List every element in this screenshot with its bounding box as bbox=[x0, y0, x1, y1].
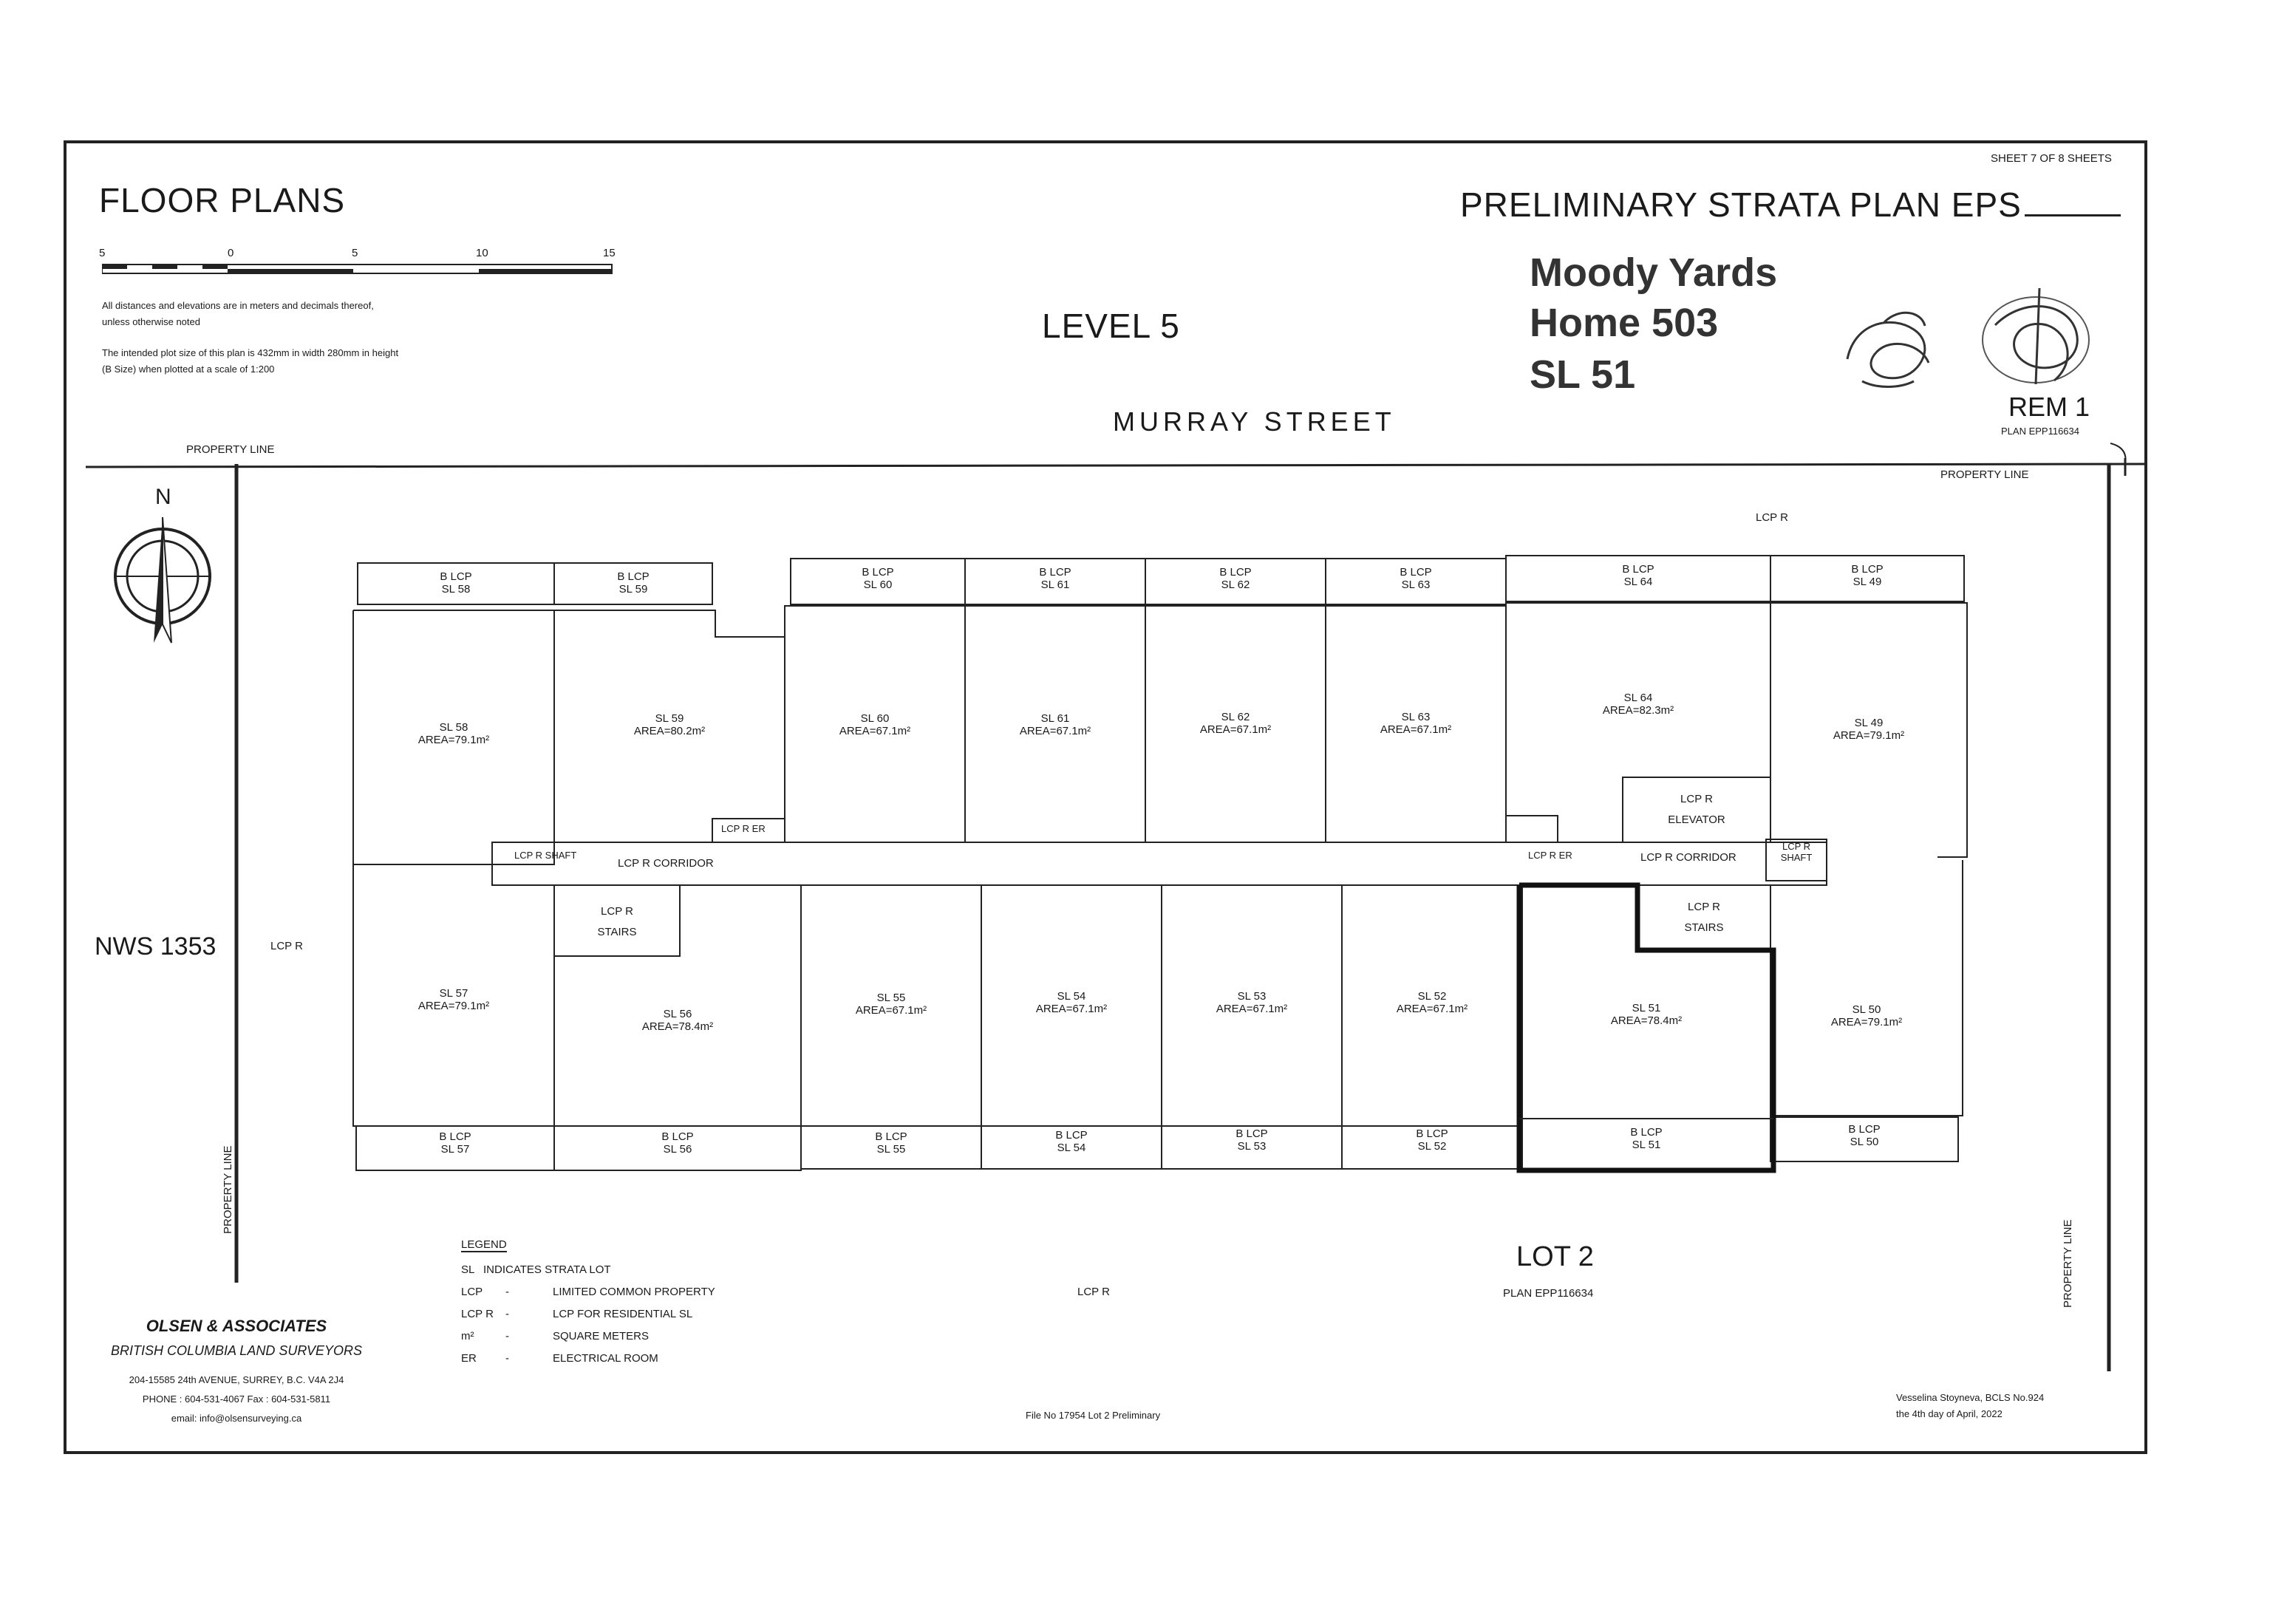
unit-sl61: SL 61 AREA=67.1m² bbox=[1019, 712, 1091, 737]
sheet-number: SHEET 7 OF 8 SHEETS bbox=[1991, 152, 2112, 165]
street-name: MURRAY STREET bbox=[1113, 406, 1396, 437]
unit-sl53: SL 53 AREA=67.1m² bbox=[1216, 990, 1288, 1015]
floor-plans-title: FLOOR PLANS bbox=[99, 181, 346, 219]
unit-sl51: SL 51 AREA=78.4m² bbox=[1610, 1002, 1683, 1027]
top-lcp-63: B LCP SL 63 bbox=[1400, 566, 1432, 591]
scale-label-0: 0 bbox=[228, 247, 234, 259]
unit-sl59: SL 59 AREA=80.2m² bbox=[633, 712, 706, 737]
scale-label-5: 5 bbox=[352, 247, 358, 259]
company-email: email: info@olsensurveying.ca bbox=[171, 1413, 302, 1424]
lot-label: LOT 2 bbox=[1516, 1241, 1594, 1272]
scale-label-neg5: 5 bbox=[99, 247, 106, 259]
lcpr-label-top: LCP R bbox=[1756, 511, 1788, 524]
lcpr-er-left: LCP R ER bbox=[721, 823, 766, 834]
signatory: Vesselina Stoyneva, BCLS No.924 bbox=[1896, 1392, 2045, 1403]
bottom-lcp-55: B LCP SL 55 bbox=[875, 1130, 907, 1156]
legend-item-4: m² - SQUARE METERS bbox=[461, 1330, 650, 1342]
legend-item-2: LCP - LIMITED COMMON PROPERTY bbox=[461, 1286, 715, 1298]
bottom-lcp-51: B LCP SL 51 bbox=[1630, 1126, 1663, 1151]
lcpr-shaft-left: LCP R SHAFT bbox=[514, 850, 577, 861]
unit-sl57: SL 57 AREA=79.1m² bbox=[417, 987, 490, 1012]
plan-title: PRELIMINARY STRATA PLAN EPS bbox=[1460, 185, 2121, 225]
strata-lot-title: SL 51 bbox=[1530, 352, 1636, 397]
legend-item-5: ER - ELECTRICAL ROOM bbox=[461, 1352, 658, 1365]
lcpr-stairs-left: LCP R STAIRS bbox=[597, 905, 637, 938]
top-lcp-49: B LCP SL 49 bbox=[1851, 563, 1884, 588]
project-name: Moody Yards bbox=[1530, 250, 1778, 295]
company-name: OLSEN & ASSOCIATES bbox=[146, 1317, 327, 1335]
unit-sl52: SL 52 AREA=67.1m² bbox=[1396, 990, 1468, 1015]
unit-sl55: SL 55 AREA=67.1m² bbox=[855, 992, 927, 1017]
top-lcp-59: B LCP SL 59 bbox=[617, 570, 650, 596]
note-line-1: All distances and elevations are in meters and decimals thereof, bbox=[102, 300, 374, 311]
lcpr-stairs-right: LCP R STAIRS bbox=[1684, 901, 1724, 934]
unit-sl62: SL 62 AREA=67.1m² bbox=[1199, 711, 1272, 736]
bottom-lcp-52: B LCP SL 52 bbox=[1416, 1127, 1448, 1153]
unit-sl56: SL 56 AREA=78.4m² bbox=[641, 1008, 714, 1033]
bottom-lcp-54: B LCP SL 54 bbox=[1055, 1129, 1088, 1154]
legend-item-1: SL INDICATES STRATA LOT bbox=[461, 1263, 611, 1276]
unit-sl64: SL 64 AREA=82.3m² bbox=[1602, 692, 1674, 717]
scale-label-10: 10 bbox=[476, 247, 488, 259]
rem-plan: PLAN EPP116634 bbox=[2001, 426, 2079, 437]
nws-label: NWS 1353 bbox=[95, 932, 217, 961]
note-line-2: unless otherwise noted bbox=[102, 316, 200, 327]
top-lcp-61: B LCP SL 61 bbox=[1039, 566, 1071, 591]
unit-sl63: SL 63 AREA=67.1m² bbox=[1380, 711, 1452, 736]
note-line-3: The intended plot size of this plan is 432mm in width 280mm in height bbox=[102, 347, 399, 358]
company-address: 204-15585 24th AVENUE, SURREY, B.C. V4A 2J4 bbox=[129, 1374, 344, 1385]
legend-title: LEGEND bbox=[461, 1238, 507, 1251]
unit-sl49: SL 49 AREA=79.1m² bbox=[1833, 717, 1905, 742]
north-label: N bbox=[155, 485, 171, 509]
company-subtitle: BRITISH COLUMBIA LAND SURVEYORS bbox=[110, 1343, 363, 1358]
property-line-label-top-left: PROPERTY LINE bbox=[186, 443, 275, 456]
unit-sl50: SL 50 AREA=79.1m² bbox=[1830, 1003, 1903, 1028]
company-phone: PHONE : 604-531-4067 Fax : 604-531-5811 bbox=[142, 1393, 331, 1405]
top-lcp-58: B LCP SL 58 bbox=[440, 570, 472, 596]
unit-sl54: SL 54 AREA=67.1m² bbox=[1035, 990, 1108, 1015]
unit-sl58: SL 58 AREA=79.1m² bbox=[417, 721, 490, 746]
scale-label-15: 15 bbox=[603, 247, 616, 259]
lcpr-label-left: LCP R bbox=[270, 940, 303, 952]
bottom-lcp-56: B LCP SL 56 bbox=[661, 1130, 694, 1156]
home-number: Home 503 bbox=[1530, 301, 1719, 345]
unit-sl60: SL 60 AREA=67.1m² bbox=[839, 712, 911, 737]
lcpr-corridor-left: LCP R CORRIDOR bbox=[618, 857, 714, 870]
sign-date: the 4th day of April, 2022 bbox=[1896, 1408, 2003, 1419]
property-line-label-top-right: PROPERTY LINE bbox=[1940, 468, 2029, 481]
top-lcp-60: B LCP SL 60 bbox=[862, 566, 894, 591]
property-line-label-right: PROPERTY LINE bbox=[2062, 1219, 2074, 1308]
level-title: LEVEL 5 bbox=[1042, 307, 1180, 345]
property-line-label-left: PROPERTY LINE bbox=[222, 1145, 234, 1234]
top-lcp-62: B LCP SL 62 bbox=[1219, 566, 1252, 591]
rem-label: REM 1 bbox=[2008, 392, 2090, 422]
lcpr-shaft-right: LCP R SHAFT bbox=[1780, 841, 1813, 863]
lcpr-elevator: LCP R ELEVATOR bbox=[1668, 793, 1725, 826]
file-number: File No 17954 Lot 2 Preliminary bbox=[1026, 1410, 1161, 1421]
lcpr-label-bottom: LCP R bbox=[1077, 1286, 1110, 1298]
lcpr-corridor-right: LCP R CORRIDOR bbox=[1640, 851, 1736, 864]
bottom-lcp-57: B LCP SL 57 bbox=[439, 1130, 471, 1156]
lcpr-er-right: LCP R ER bbox=[1528, 850, 1572, 861]
legend-item-3: LCP R - LCP FOR RESIDENTIAL SL bbox=[461, 1308, 693, 1320]
top-lcp-64: B LCP SL 64 bbox=[1622, 563, 1654, 588]
bottom-lcp-53: B LCP SL 53 bbox=[1235, 1127, 1268, 1153]
bottom-lcp-50: B LCP SL 50 bbox=[1848, 1123, 1881, 1148]
lot-plan-label: PLAN EPP116634 bbox=[1503, 1287, 1594, 1300]
note-line-4: (B Size) when plotted at a scale of 1:200 bbox=[102, 364, 275, 375]
